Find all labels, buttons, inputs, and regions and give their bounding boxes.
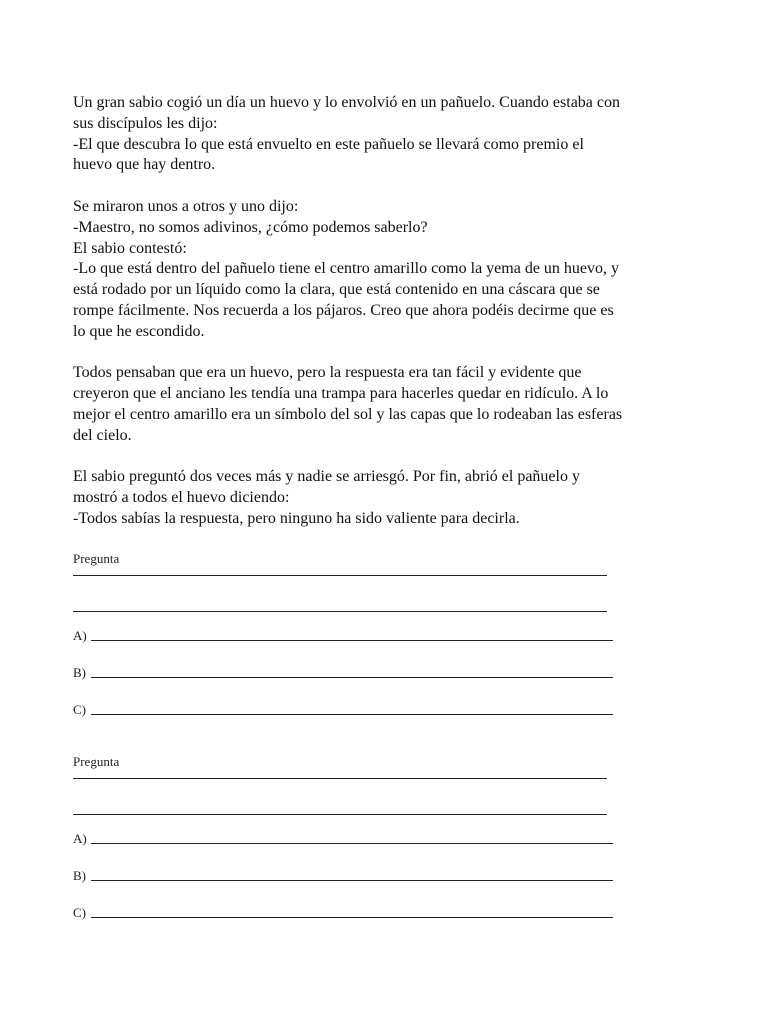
text-line: Todos pensaban que era un huevo, pero la respuesta era tan fácil y evidente que <box>73 364 582 382</box>
option-answer-line[interactable] <box>91 640 613 641</box>
option-answer-line[interactable] <box>91 843 613 844</box>
option-c[interactable] <box>73 702 703 718</box>
option-b[interactable] <box>73 665 703 681</box>
text-line: El sabio contestó: <box>73 239 187 257</box>
option-a[interactable] <box>73 831 703 847</box>
worksheet-page <box>73 93 703 921</box>
text-line: Un gran sabio cogió un día un huevo y lo envolvió en un pañuelo. Cuando estaba con <box>73 94 620 111</box>
question-answer-line[interactable] <box>73 575 607 576</box>
text-line: -El que descubra lo que está envuelto en este pañuelo se llevará como premio el <box>73 135 584 153</box>
option-letter: A) <box>73 627 87 643</box>
story-paragraph-3 <box>73 363 703 446</box>
story-paragraph-2 <box>73 197 703 343</box>
option-letter: B) <box>73 867 86 883</box>
option-answer-line[interactable] <box>91 714 613 715</box>
option-answer-line[interactable] <box>91 677 613 678</box>
option-b[interactable] <box>73 868 703 884</box>
option-letter: C) <box>73 701 86 717</box>
option-a[interactable] <box>73 628 703 644</box>
question-block-2 <box>73 754 703 921</box>
question-block-1 <box>73 551 703 718</box>
text-line: rompe fácilmente. Nos recuerda a los pájaros. Creo que ahora podéis decirme que es <box>73 301 614 319</box>
text-line: mejor el centro amarillo era un símbolo del sol y las capas que lo rodeaban las esferas <box>73 405 623 423</box>
question-answer-line[interactable] <box>73 778 607 779</box>
option-letter: B) <box>73 664 86 680</box>
question-answer-line[interactable] <box>73 611 607 612</box>
option-c[interactable] <box>73 905 703 921</box>
question-label: Pregunta <box>73 753 120 769</box>
text-line: Se miraron unos a otros y uno dijo: <box>73 197 299 215</box>
option-answer-line[interactable] <box>91 880 613 881</box>
text-line: -Maestro, no somos adivinos, ¿cómo podemos saberlo? <box>73 218 428 236</box>
text-line: huevo que hay dentro. <box>73 156 216 174</box>
text-line: lo que he escondido. <box>73 322 205 340</box>
text-line: está rodado por un líquido como la clara, que está contenido en una cáscara que se <box>73 281 600 299</box>
text-line: del cielo. <box>73 426 132 444</box>
question-answer-line[interactable] <box>73 814 607 815</box>
text-line: El sabio preguntó dos veces más y nadie se arriesgó. Por fin, abrió el pañuelo y <box>73 468 580 486</box>
question-label: Pregunta <box>73 550 120 566</box>
text-line: sus discípulos les dijo: <box>73 114 218 132</box>
text-line: mostró a todos el huevo diciendo: <box>73 489 290 507</box>
text-line: -Todos sabías la respuesta, pero ninguno ha sido valiente para decirla. <box>73 509 520 527</box>
option-answer-line[interactable] <box>91 917 613 918</box>
option-letter: A) <box>73 830 87 846</box>
story-paragraph-1 <box>73 93 703 176</box>
text-line: -Lo que está dentro del pañuelo tiene el centro amarillo como la yema de un huevo, y <box>73 260 620 278</box>
option-letter: C) <box>73 904 86 920</box>
text-line: creyeron que el anciano les tendía una trampa para hacerles quedar en ridículo. A lo <box>73 385 609 403</box>
story-paragraph-4 <box>73 467 703 529</box>
